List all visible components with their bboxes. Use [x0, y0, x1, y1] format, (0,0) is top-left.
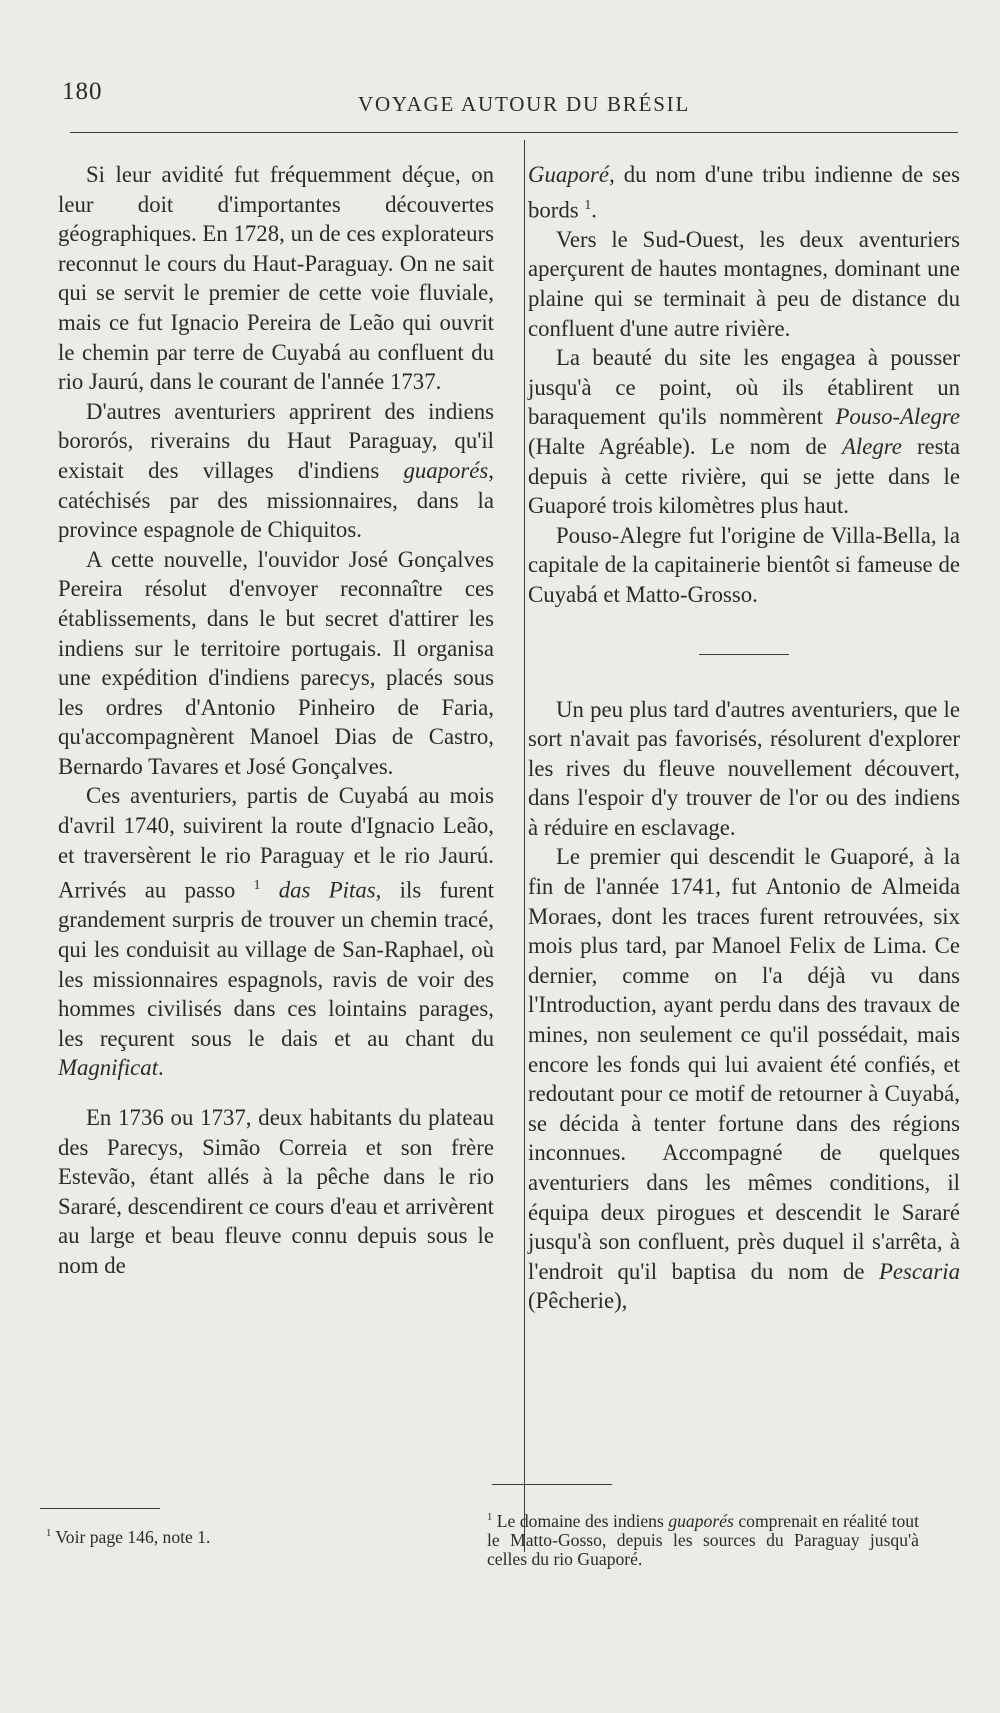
paragraph: Un peu plus tard d'autres aventuriers, que le sort n'avait pas favorisés, résolurent d'explorer les rives du fleuve nouvellement découvert, dans l'espoir d'y trouver de l'or ou des indiens à réduire en esclavage.: [528, 696, 960, 840]
column-divider: [524, 140, 525, 1552]
footnote-text: Voir page 146, note 1.: [51, 1526, 211, 1547]
paragraph: Pouso-Alegre fut l'origine de Villa-Bella, la capitale de la capitainerie bientôt si fameuse de Cuyabá et Matto-Grosso.: [528, 522, 960, 607]
footnote-rule: [40, 1508, 160, 1509]
italic-text: Pouso-Alegre: [835, 404, 960, 430]
italic-text: guaporés: [403, 457, 489, 483]
footnote-marker: 1: [584, 196, 592, 212]
paragraph: Si leur avidité fut fréquemment déçue, on leur doit d'importantes découvertes géographiques. En 1728, un de ces explorateurs reconnut le cours du Haut-Paraguay. On ne sait qui se servit le premier de cette voie fluviale, mais ce fut Ignacio Pereira de Leão qui ouvrit le chemin par terre de Cuyabá au confluent du rio Jaurú, dans le courant de l'année 1737.: [58, 162, 494, 395]
paragraph: En 1736 ou 1737, deux habitants du plateau des Parecys, Simão Correia et son frère Estevão, étant allés à la pêche dans le rio Sararé, descendirent ce cours d'eau et arrivèrent au large et beau fleuve connu depuis sous le nom de: [58, 1105, 494, 1278]
text-run: .: [158, 1055, 164, 1081]
footnote-text: Le domaine des indiens: [492, 1510, 669, 1531]
text-run: , catéchisés par des missionnaires, dans la province espagnole de Chiquitos.: [58, 457, 494, 543]
italic-text: das Pitas: [278, 877, 376, 903]
italic-text: guaporés: [668, 1510, 734, 1531]
paragraph: A cette nouvelle, l'ouvidor José Gonçalves Pereira résolut d'envoyer reconnaître ces établissements, dans le but secret d'attirer les indiens sur le territoire portugais. Il organisa une expédition d'indiens parecys, placés sous les ordres d'Antonio Pinheiro de Faria, qu'accompagnèrent Manoel Dias de Castro, Bernardo Tavares et José Gonçalves.: [58, 546, 494, 779]
footnote: [46, 1524, 446, 1547]
text-run: (Pêcherie),: [528, 1288, 628, 1314]
paragraph: [58, 397, 494, 545]
text-run: resta depuis à cette rivière, qui se jette dans le Guaporé trois kilomètres plus haut.: [528, 433, 960, 519]
paragraph: [528, 842, 960, 1316]
section-divider: [699, 654, 789, 655]
text-run: Ces aventuriers, partis de Cuyabá au mois d'avril 1740, suivirent la route d'Ignacio Leão, et traversèrent le rio Paraguay et le rio Jaurú. Arrivés au passo: [58, 783, 494, 903]
italic-text: Pescaria: [878, 1258, 960, 1284]
italic-text: Alegre: [841, 433, 902, 459]
footnote-number: 1: [487, 1512, 493, 1523]
italic-text: Guaporé: [528, 162, 610, 187]
text-run: (Halte Agréable). Le nom de: [528, 433, 842, 459]
paragraph: [528, 160, 960, 225]
page-number: 180: [62, 78, 103, 105]
left-column: [58, 160, 494, 1281]
text-run: La beauté du site les engagea à pousser jusqu'à ce point, où ils établirent un baraquement qu'ils nommèrent: [528, 345, 960, 430]
text-run: D'autres aventuriers apprirent des indiens bororós, riverains du Haut Paraguay, qu'il existait des villages d'indiens: [58, 398, 494, 483]
paragraph: [528, 343, 960, 521]
footnote-text: comprenait en réalité tout le Matto-Gosso, depuis les sources du Paraguay jusqu'à celles du rio Guaporé.: [487, 1510, 919, 1569]
text-run: Le premier qui descendit le Guaporé, à la fin de l'année 1741, fut Antonio de Almeida Moraes, dont les traces furent retrouvées, six mois plus tard, par Manoel Felix de Lima. Ce dernier, comme on l'a déjà vu dans l'Introduction, ayant perdu dans des travaux de mines, non seulement ce qu'il possédait, mais encore les fonds qui lui avaient été confiés, et redoutant pour ce motif de retourner à Cuyabá, se décida à tenter fortune dans des régions inconnues. Accompagné de quelques aventuriers dans les mêmes conditions, il équipa deux pirogues et descendit le Sararé jusqu'à son confluent, près duquel il s'arrêta, à l'endroit qu'il baptisa du nom de: [528, 844, 960, 1284]
footnote-number: 1: [46, 1528, 52, 1539]
right-column: [528, 160, 960, 1316]
footnote-rule: [492, 1484, 612, 1485]
text-run: , ils furent grandement surpris de trouver un chemin tracé, qui les conduisit au village de San-Raphael, où les missionnaires espagnols, ravis de voir des hommes civilisés dans ces lointains parages, les reçurent sous le dais et au chant du: [58, 877, 494, 1051]
header-rule: [70, 132, 958, 133]
text-run: .: [591, 197, 597, 223]
footnote-marker: 1: [253, 877, 261, 893]
running-title: VOYAGE AUTOUR DU BRÉSIL: [358, 92, 691, 116]
footnote: [487, 1508, 919, 1569]
text-run: , du nom d'une tribu indienne de ses bords: [528, 162, 960, 223]
italic-text: Magnificat: [58, 1055, 159, 1081]
paragraph: [58, 781, 494, 1083]
paragraph: Vers le Sud-Ouest, les deux aventuriers aperçurent de hautes montagnes, dominant une plaine qui se terminait à peu de distance du confluent d'une autre rivière.: [528, 226, 960, 341]
